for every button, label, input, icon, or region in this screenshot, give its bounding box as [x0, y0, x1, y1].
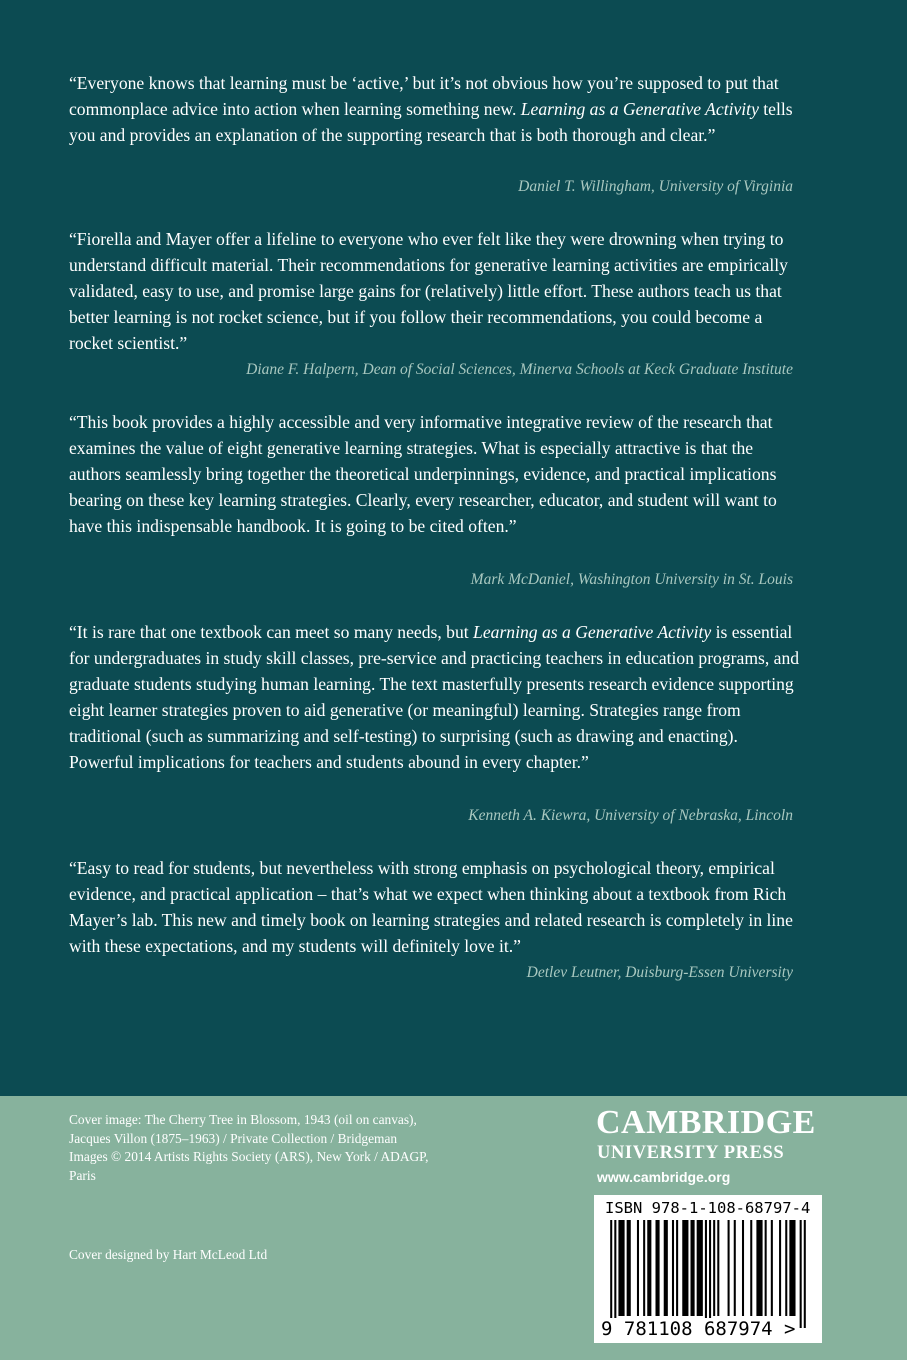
- barcode-bar: [614, 1220, 616, 1328]
- publisher-logo-name: CAMBRIDGE: [596, 1104, 816, 1141]
- barcode-bar: [637, 1220, 639, 1316]
- review-attribution-1: Daniel T. Willingham, University of Virginia: [518, 178, 793, 195]
- review-attribution-5: Detlev Leutner, Duisburg-Essen University: [526, 964, 793, 981]
- barcode-bar: [789, 1220, 795, 1316]
- barcode-bar: [610, 1220, 612, 1328]
- barcode-image: [604, 1220, 812, 1328]
- barcode-bar: [756, 1220, 762, 1316]
- barcode-bar: [655, 1220, 659, 1316]
- barcode-bar: [618, 1220, 624, 1316]
- barcode-bar: [709, 1220, 711, 1328]
- barcode-bar: [804, 1220, 806, 1328]
- barcode-bar: [647, 1220, 651, 1316]
- publisher-url: www.cambridge.org: [597, 1169, 731, 1185]
- cover-designer-credit: Cover designed by Hart McLeod Ltd: [69, 1247, 268, 1262]
- barcode-bar: [664, 1220, 668, 1316]
- review-attribution-2: Diane F. Halpern, Dean of Social Sciences, Minerva Schools at Keck Graduate Institute: [246, 361, 793, 378]
- barcode-bar: [676, 1220, 678, 1316]
- cover-image-credit: Cover image: The Cherry Tree in Blossom, 1943 (oil on canvas), Jacques Villon (1875–1963) / Private Collection / Bridgeman Images © 2014 Artists Rights Society (ARS), New York / ADAGP, Paris: [69, 1112, 429, 1183]
- barcode-bar: [713, 1220, 715, 1316]
- barcode-bar: [643, 1220, 645, 1316]
- barcode-bar: [691, 1220, 695, 1316]
- review-attribution-3: Mark McDaniel, Washington University in St. Louis: [470, 571, 793, 588]
- book-title-italic: Learning as a Generative Activity: [520, 99, 759, 119]
- barcode-digits: 9 781108 687974 >: [601, 1318, 796, 1340]
- review-quote-1: “Everyone knows that learning must be ‘active,’ but it’s not obvious how you’re supposed to put that commonplace advice into action when learning something new. Learning as a Generative Activity tells you and provides an explanation of the supporting research that is both thorough and clear.”: [69, 73, 793, 145]
- review-attribution-4: Kenneth A. Kiewra, University of Nebraska, Lincoln: [468, 807, 793, 824]
- publisher-logo-subname: UNIVERSITY PRESS: [597, 1143, 785, 1163]
- barcode-bar: [734, 1220, 736, 1316]
- review-quote-2: “Fiorella and Mayer offer a lifeline to everyone who ever felt like they were drowning when trying to understand difficult material. Their recommendations for generative learning activities are empirically validated, easy to use, and promise large gains for (relatively) little effort. These authors teach us that better learning is not rocket science, but if you follow their recommendations, you could become a rocket scientist.”: [69, 229, 788, 353]
- barcode-bar: [672, 1220, 674, 1316]
- review-quote-4: “It is rare that one textbook can meet so many needs, but Learning as a Generative Activity is essential for undergraduates in study skill classes, pre-service and practicing teachers in education programs, and graduate students studying human learning. The text masterfully presents research evidence supporting eight learner strategies proven to aid generative (or meaningful) learning. Strategies range from traditional (such as summarizing and self-testing) to surprising (such as drawing and enacting). Powerful implications for teachers and students abound in every chapter.”: [69, 622, 800, 772]
- barcode-bar: [750, 1220, 752, 1316]
- book-title-italic: Learning as a Generative Activity: [473, 622, 712, 642]
- barcode-bar: [800, 1220, 802, 1328]
- barcode-bar: [627, 1220, 631, 1316]
- review-quote-3: “This book provides a highly accessible and very informative integrative review of the research that examines the value of eight generative learning strategies. What is especially attractive is that the authors seamlessly bring together the theoretical underpinnings, evidence, and practical implications bearing on these key learning strategies. Clearly, every researcher, educator, and student will want to have this indispensable handbook. It is going to be cited often.”: [69, 412, 777, 536]
- barcode-bar: [771, 1220, 773, 1316]
- barcode-bar: [785, 1220, 787, 1316]
- barcode-bar: [779, 1220, 781, 1316]
- barcode-bar: [682, 1220, 688, 1316]
- barcode-bar: [705, 1220, 707, 1328]
- barcode-bar: [765, 1220, 767, 1316]
- barcode-bar: [728, 1220, 730, 1316]
- barcode-bar: [742, 1220, 744, 1316]
- barcode-bar: [717, 1220, 719, 1316]
- barcode-bar: [697, 1220, 703, 1316]
- isbn-label: ISBN 978-1-108-68797-4: [605, 1199, 811, 1217]
- review-quote-5: “Easy to read for students, but nevertheless with strong emphasis on psychological theory, empirical evidence, and practical application – that’s what we expect when thinking about a textbook from Rich Mayer’s lab. This new and timely book on learning strategies and related research is completely in line with these expectations, and my students will definitely love it.”: [69, 858, 793, 956]
